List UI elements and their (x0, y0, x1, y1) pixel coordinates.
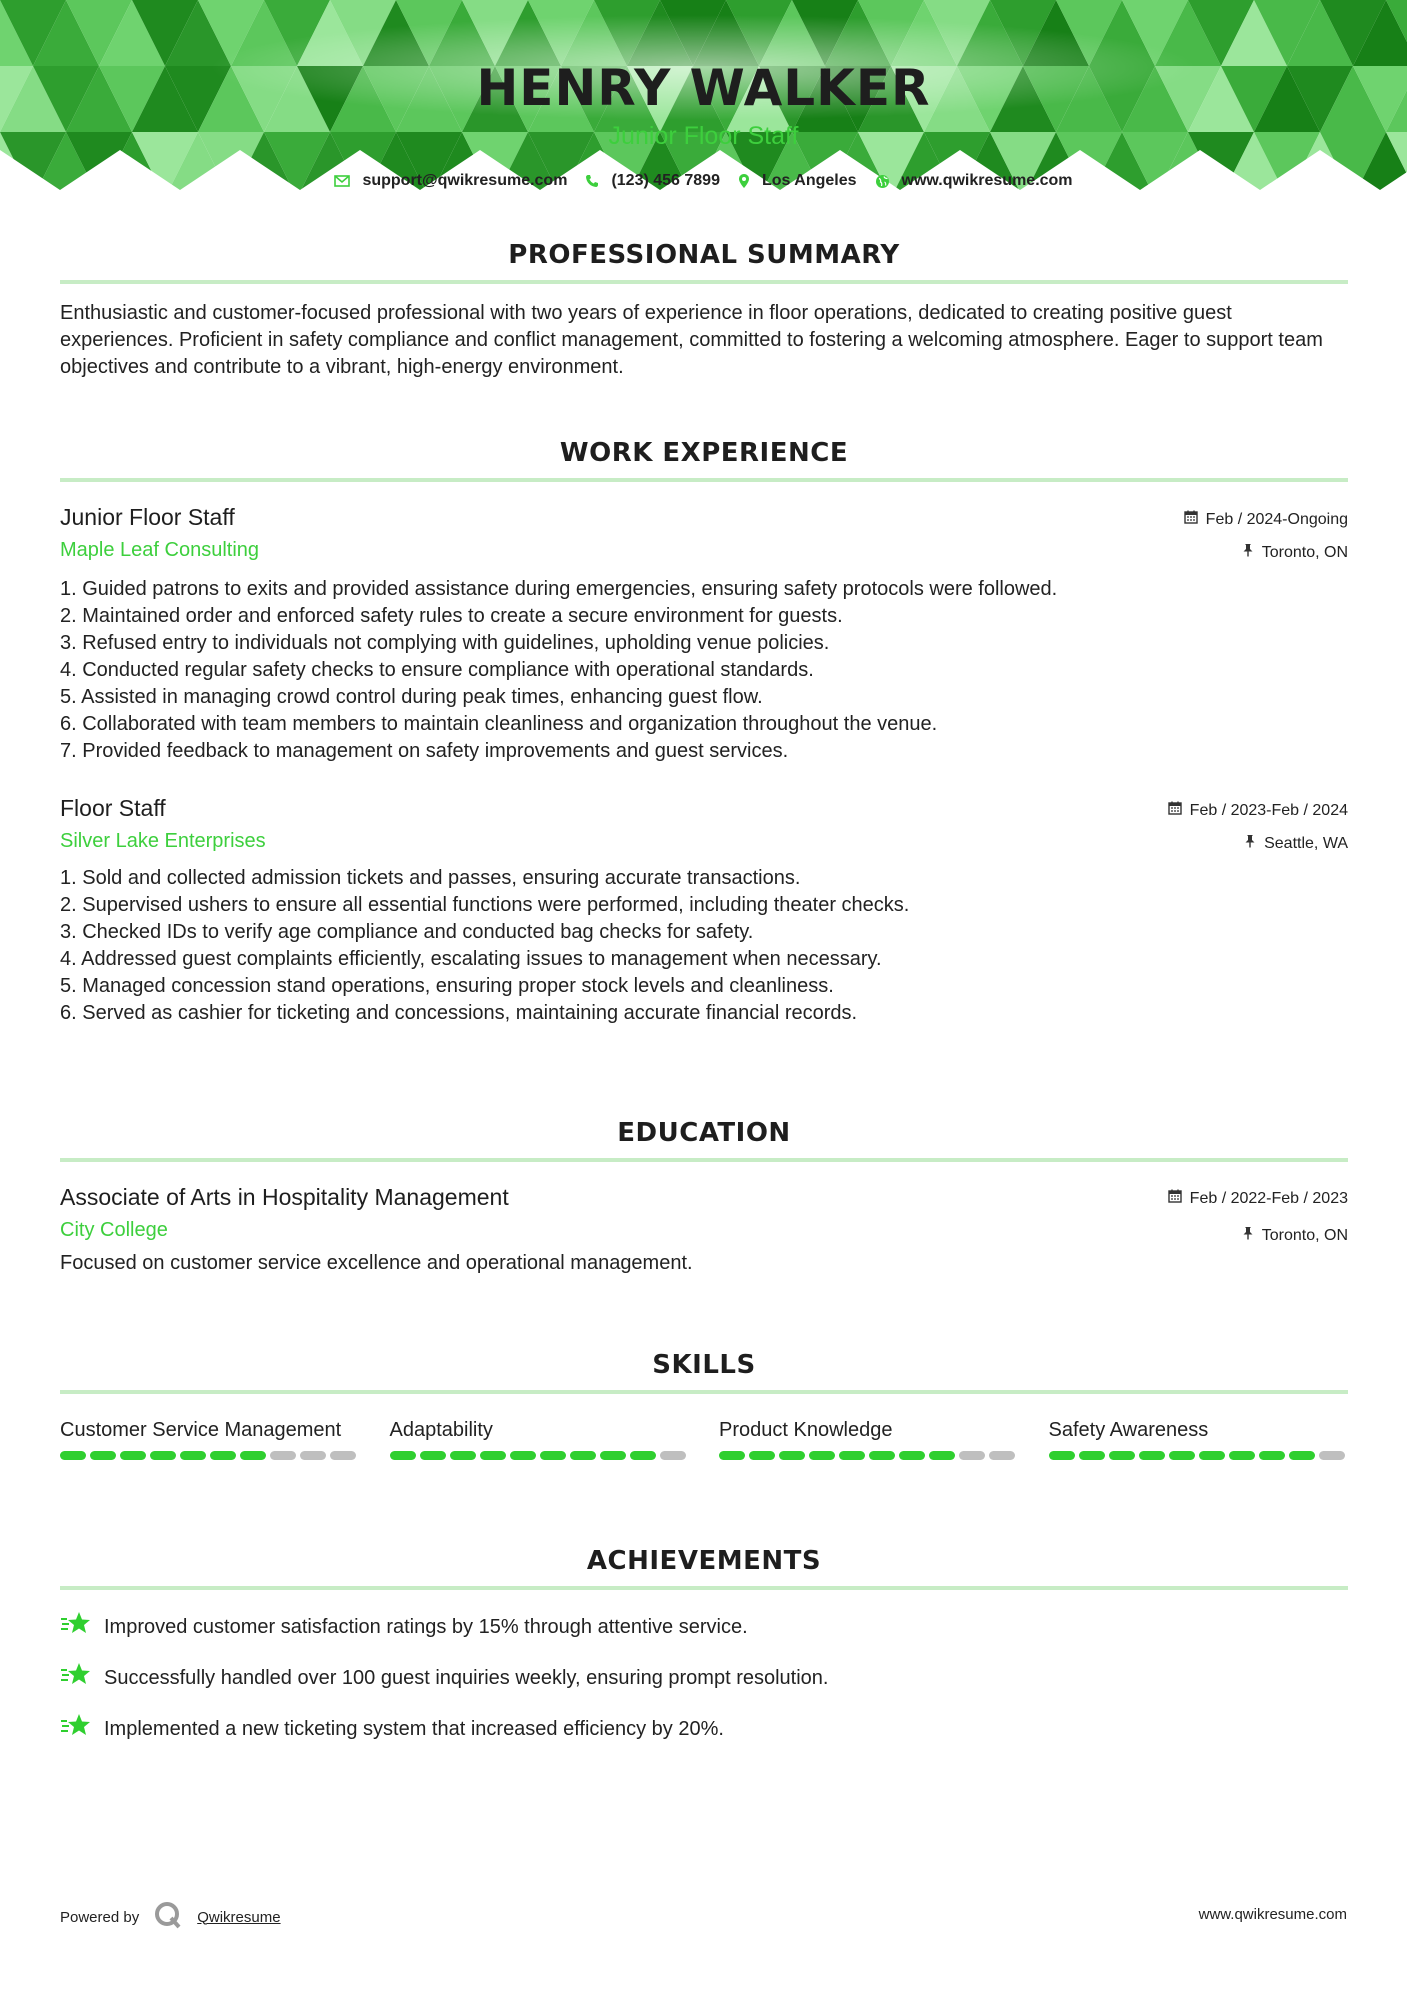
job-dates (1168, 801, 1348, 820)
duty-item: 2. Maintained order and enforced safety rules to create a secure environment for guests. (60, 605, 843, 627)
duty-item: 6. Collaborated with team members to maintain cleanliness and organization throughout the venue. (60, 713, 938, 735)
degree-title: Associate of Arts in Hospitality Management (60, 1184, 509, 1210)
skill-level-bar (719, 1451, 1019, 1460)
skill-level-segment (1139, 1451, 1165, 1460)
skill-level-segment (869, 1451, 895, 1460)
skill-level-segment (390, 1451, 416, 1460)
section-divider (60, 478, 1348, 482)
achievement-text: Implemented a new ticketing system that increased efficiency by 20%. (104, 1717, 724, 1740)
skill-level-segment (1079, 1451, 1105, 1460)
summary-heading: PROFESSIONAL SUMMARY (508, 240, 900, 270)
skill-level-segment (1049, 1451, 1075, 1460)
skill-level-segment (839, 1451, 865, 1460)
skill-level-bar (390, 1451, 690, 1460)
summary-section (60, 238, 1348, 381)
contact-website-text: www.qwikresume.com (901, 172, 1073, 189)
skill-level-segment (749, 1451, 775, 1460)
skill-level-segment (480, 1451, 506, 1460)
skill-level-segment (1319, 1451, 1345, 1460)
job-entry (60, 502, 1348, 765)
skill-level-segment (240, 1451, 266, 1460)
education-location (1242, 1226, 1348, 1245)
skill-item (60, 1416, 360, 1460)
duty-item: 1. Guided patrons to exits and provided assistance during emergencies, ensuring safety protocols were followed. (60, 578, 1058, 600)
duty-item: 1. Sold and collected admission tickets and passes, ensuring accurate transactions. (60, 867, 801, 889)
calendar-icon (1184, 510, 1198, 529)
education-dates-text: Feb / 2022-Feb / 2023 (1189, 1189, 1348, 1207)
job-company: Maple Leaf Consulting (60, 539, 260, 561)
achievement-item (60, 1712, 1348, 1746)
duty-list (60, 865, 1348, 1027)
job-entry (60, 793, 1348, 1027)
duty-item: 4. Conducted regular safety checks to ensure compliance with operational standards. (60, 659, 814, 681)
skill-level-segment (929, 1451, 955, 1460)
section-divider (60, 280, 1348, 284)
education-location-text: Toronto, ON (1261, 1226, 1348, 1244)
achievement-item (60, 1661, 1348, 1695)
skills-section (60, 1348, 1348, 1460)
contact-email-text: support@qwikresume.com (362, 172, 568, 189)
skill-level-segment (959, 1451, 985, 1460)
skill-level-segment (899, 1451, 925, 1460)
job-location (1242, 543, 1348, 562)
map-pin-icon (738, 173, 750, 189)
job-dates (1184, 510, 1348, 529)
contact-website[interactable] (875, 172, 1073, 190)
achievements-heading: ACHIEVEMENTS (586, 1546, 822, 1576)
star-icon (60, 1661, 92, 1695)
achievement-text: Improved customer satisfaction ratings by 15% through attentive service. (104, 1615, 748, 1638)
skill-level-segment (540, 1451, 566, 1460)
skill-level-segment (120, 1451, 146, 1460)
skill-level-segment (90, 1451, 116, 1460)
star-icon (60, 1610, 92, 1644)
skill-level-bar (60, 1451, 360, 1460)
skill-level-segment (180, 1451, 206, 1460)
candidate-name: HENRY WALKER (476, 59, 931, 117)
skill-level-segment (270, 1451, 296, 1460)
duty-item: 4. Addressed guest complaints efficiently, escalating issues to management when necessary. (60, 948, 882, 970)
skill-name: Product Knowledge (719, 1419, 893, 1441)
experience-section (60, 436, 1348, 1027)
phone-icon (585, 174, 599, 188)
skill-level-segment (600, 1451, 626, 1460)
skill-level-segment (660, 1451, 686, 1460)
qwikresume-logo-icon (153, 1900, 183, 1934)
skill-level-segment (1289, 1451, 1315, 1460)
contact-phone-text: (123) 456 7899 (611, 172, 720, 189)
contact-location (738, 172, 857, 190)
achievement-item (60, 1610, 1348, 1644)
contact-bar (0, 172, 1407, 190)
calendar-icon (1168, 1189, 1182, 1208)
skill-level-segment (1199, 1451, 1225, 1460)
duty-item: 5. Assisted in managing crowd control during peak times, enhancing guest flow. (60, 686, 763, 708)
education-dates (1168, 1189, 1348, 1208)
powered-by-label: Powered by (60, 1908, 140, 1926)
calendar-icon (1168, 801, 1182, 820)
globe-icon (875, 174, 890, 189)
skills-heading: SKILLS (652, 1350, 756, 1380)
job-location-text: Toronto, ON (1261, 543, 1348, 561)
section-divider (60, 1586, 1348, 1590)
skill-level-segment (570, 1451, 596, 1460)
skill-level-segment (1109, 1451, 1135, 1460)
experience-heading: WORK EXPERIENCE (559, 438, 849, 468)
duty-list (60, 576, 1348, 765)
pushpin-icon (1242, 543, 1254, 562)
duty-item: 6. Served as cashier for ticketing and concessions, maintaining accurate financial records. (60, 1002, 858, 1024)
job-title: Floor Staff (60, 795, 166, 821)
skill-level-segment (210, 1451, 236, 1460)
pushpin-icon (1242, 1226, 1254, 1245)
skill-level-segment (1259, 1451, 1285, 1460)
envelope-icon (334, 175, 350, 187)
skill-level-segment (809, 1451, 835, 1460)
skill-name: Safety Awareness (1048, 1419, 1209, 1441)
duty-item: 3. Refused entry to individuals not complying with guidelines, upholding venue policies. (60, 632, 830, 654)
skill-level-segment (330, 1451, 356, 1460)
skill-level-segment (779, 1451, 805, 1460)
pushpin-icon (1244, 834, 1256, 853)
skill-level-bar (1049, 1451, 1349, 1460)
footer-url[interactable]: www.qwikresume.com (1198, 1906, 1347, 1923)
contact-email[interactable] (334, 172, 567, 190)
education-entry (60, 1182, 1348, 1277)
education-section (60, 1116, 1348, 1277)
job-company: Silver Lake Enterprises (60, 830, 266, 852)
qwikresume-link[interactable]: Qwikresume (197, 1908, 281, 1926)
duty-item: 2. Supervised ushers to ensure all essential functions were performed, including theater checks. (60, 894, 910, 916)
school-name: City College (60, 1219, 168, 1241)
skill-item (390, 1416, 690, 1460)
achievement-text: Successfully handled over 100 guest inquiries weekly, ensuring prompt resolution. (104, 1666, 829, 1689)
skill-level-segment (450, 1451, 476, 1460)
achievements-list (60, 1610, 1348, 1746)
skill-level-segment (150, 1451, 176, 1460)
resume-header (0, 58, 1407, 152)
skill-item (1049, 1416, 1349, 1460)
skill-level-segment (630, 1451, 656, 1460)
contact-phone[interactable] (585, 172, 720, 190)
job-dates-text: Feb / 2023-Feb / 2024 (1189, 801, 1348, 819)
skill-name: Adaptability (389, 1419, 493, 1441)
duty-item: 5. Managed concession stand operations, ensuring proper stock levels and cleanliness. (60, 975, 834, 997)
skills-list (60, 1416, 1348, 1460)
summary-text: Enthusiastic and customer-focused professional with two years of experience in floor operations, dedicated to creating positive guest experiences. Proficient in safety compliance and conflict management, committed to fostering a welcoming atmosphere. Eager to support team objectives and contribute to a vibrant, high-energy environment. (60, 302, 1323, 378)
contact-location-text: Los Angeles (761, 172, 857, 189)
section-divider (60, 1390, 1348, 1394)
job-dates-text: Feb / 2024-Ongoing (1205, 510, 1348, 528)
skill-item (719, 1416, 1019, 1460)
skill-level-segment (989, 1451, 1015, 1460)
footer-powered-by (60, 1900, 281, 1934)
job-title: Junior Floor Staff (60, 504, 235, 530)
education-heading: EDUCATION (617, 1118, 791, 1148)
achievements-section (60, 1544, 1348, 1763)
education-description: Focused on customer service excellence and operational management. (60, 1252, 693, 1274)
candidate-title: Junior Floor Staff (608, 122, 799, 150)
skill-name: Customer Service Management (60, 1419, 342, 1441)
duty-item: 3. Checked IDs to verify age compliance and conducted bag checks for safety. (60, 921, 754, 943)
job-location (1244, 834, 1348, 853)
star-icon (60, 1712, 92, 1746)
job-location-text: Seattle, WA (1264, 834, 1348, 852)
skill-level-segment (300, 1451, 326, 1460)
section-divider (60, 1158, 1348, 1162)
skill-level-segment (60, 1451, 86, 1460)
skill-level-segment (719, 1451, 745, 1460)
skill-level-segment (1169, 1451, 1195, 1460)
skill-level-segment (420, 1451, 446, 1460)
duty-item: 7. Provided feedback to management on safety improvements and guest services. (60, 740, 789, 762)
skill-level-segment (1229, 1451, 1255, 1460)
skill-level-segment (510, 1451, 536, 1460)
